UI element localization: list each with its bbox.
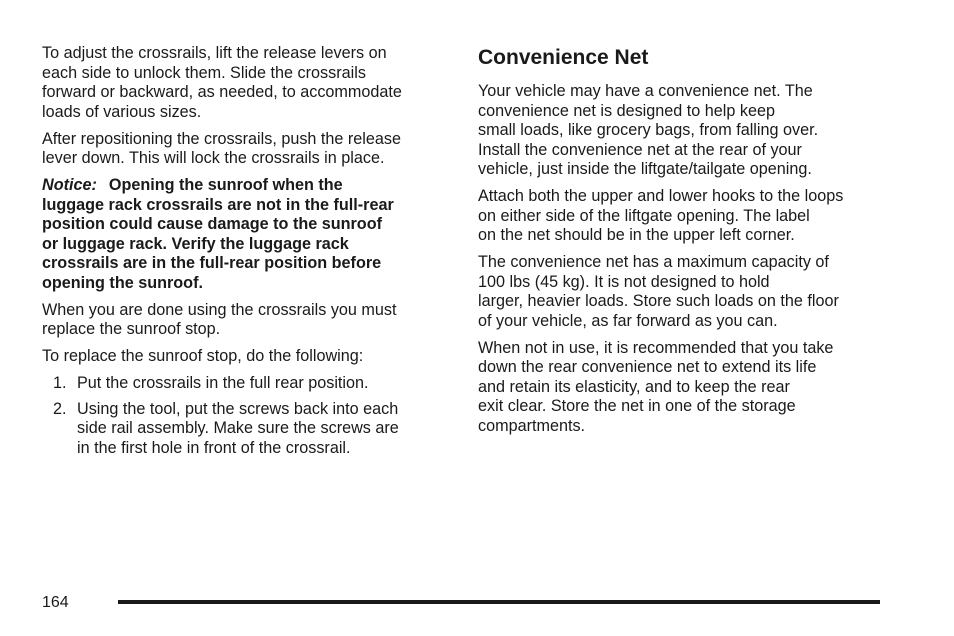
text-line: The convenience net has a maximum capacity of bbox=[478, 253, 829, 271]
text-line: When you are done using the crossrails you must bbox=[42, 300, 397, 319]
notice-line: crossrails are in the full-rear position before bbox=[42, 254, 382, 272]
text-line: loads of various sizes. bbox=[42, 102, 202, 121]
text-line: To adjust the crossrails, lift the release levers on bbox=[42, 44, 387, 62]
text-line: replace the sunroof stop. bbox=[42, 320, 221, 338]
notice-line: or luggage rack. Verify the luggage rack bbox=[42, 234, 349, 253]
sunroof-stop-paragraph bbox=[42, 301, 450, 340]
step-number: 2. bbox=[53, 399, 67, 418]
notice-first-line bbox=[42, 176, 450, 196]
notice-label: Notice: bbox=[42, 176, 97, 194]
net-hooks-paragraph bbox=[478, 187, 888, 246]
steps-list bbox=[42, 374, 450, 458]
net-storage-paragraph bbox=[478, 339, 888, 437]
page-number: 164 bbox=[42, 594, 69, 611]
notice-line: luggage rack crossrails are not in the full-rear bbox=[42, 195, 394, 214]
text-line: vehicle, just inside the liftgate/tailgate opening. bbox=[478, 160, 812, 178]
notice-block bbox=[42, 176, 450, 293]
notice-line: opening the sunroof. bbox=[42, 273, 203, 292]
right-column bbox=[478, 44, 888, 444]
footer-rule bbox=[118, 600, 880, 604]
net-intro-paragraph bbox=[478, 82, 888, 180]
text-line: Attach both the upper and lower hooks to the loops bbox=[478, 187, 844, 205]
text-line: of your vehicle, as far forward as you can. bbox=[478, 311, 778, 330]
text-line: Using the tool, put the screws back into each bbox=[77, 399, 399, 418]
text-line: side rail assembly. Make sure the screws are bbox=[77, 419, 399, 437]
text-line: Install the convenience net at the rear of your bbox=[478, 140, 802, 159]
crossrail-adjust-paragraph bbox=[42, 44, 450, 122]
text-line: down the rear convenience net to extend its life bbox=[478, 358, 817, 376]
notice-text: Opening the sunroof when the bbox=[108, 176, 343, 194]
text-line: After repositioning the crossrails, push the release bbox=[42, 129, 402, 148]
text-line: 100 lbs (45 kg). It is not designed to hold bbox=[478, 272, 770, 291]
text-line: To replace the sunroof stop, do the following: bbox=[42, 347, 364, 365]
text-line: Put the crossrails in the full rear position. bbox=[77, 374, 369, 392]
text-line: exit clear. Store the net in one of the storage bbox=[478, 397, 796, 415]
section-heading: Convenience Net bbox=[478, 46, 649, 69]
text-line: on the net should be in the upper left corner. bbox=[478, 226, 795, 244]
text-line: small loads, like grocery bags, from falling over. bbox=[478, 121, 819, 139]
net-capacity-paragraph bbox=[478, 253, 888, 331]
text-line: convenience net is designed to help keep bbox=[478, 101, 775, 120]
notice-line: position could cause damage to the sunroof bbox=[42, 215, 382, 233]
crossrail-lock-paragraph bbox=[42, 130, 450, 169]
step-number: 1. bbox=[53, 374, 67, 392]
text-line: each side to unlock them. Slide the crossrails bbox=[42, 63, 366, 82]
text-line: in the first hole in front of the crossrail. bbox=[77, 438, 351, 457]
replace-stop-intro bbox=[42, 347, 450, 367]
text-line: Your vehicle may have a convenience net. The bbox=[478, 82, 813, 100]
text-line: When not in use, it is recommended that you take bbox=[478, 338, 834, 357]
text-line: and retain its elasticity, and to keep the rear bbox=[478, 377, 790, 396]
text-line: larger, heavier loads. Store such loads on the floor bbox=[478, 292, 839, 310]
text-line: lever down. This will lock the crossrails in place. bbox=[42, 149, 385, 167]
text-line: forward or backward, as needed, to accommodate bbox=[42, 83, 402, 101]
text-line: on either side of the liftgate opening. The label bbox=[478, 206, 810, 225]
left-column bbox=[42, 44, 450, 464]
list-item bbox=[42, 374, 450, 394]
list-item bbox=[42, 400, 450, 459]
text-line: compartments. bbox=[478, 416, 586, 435]
